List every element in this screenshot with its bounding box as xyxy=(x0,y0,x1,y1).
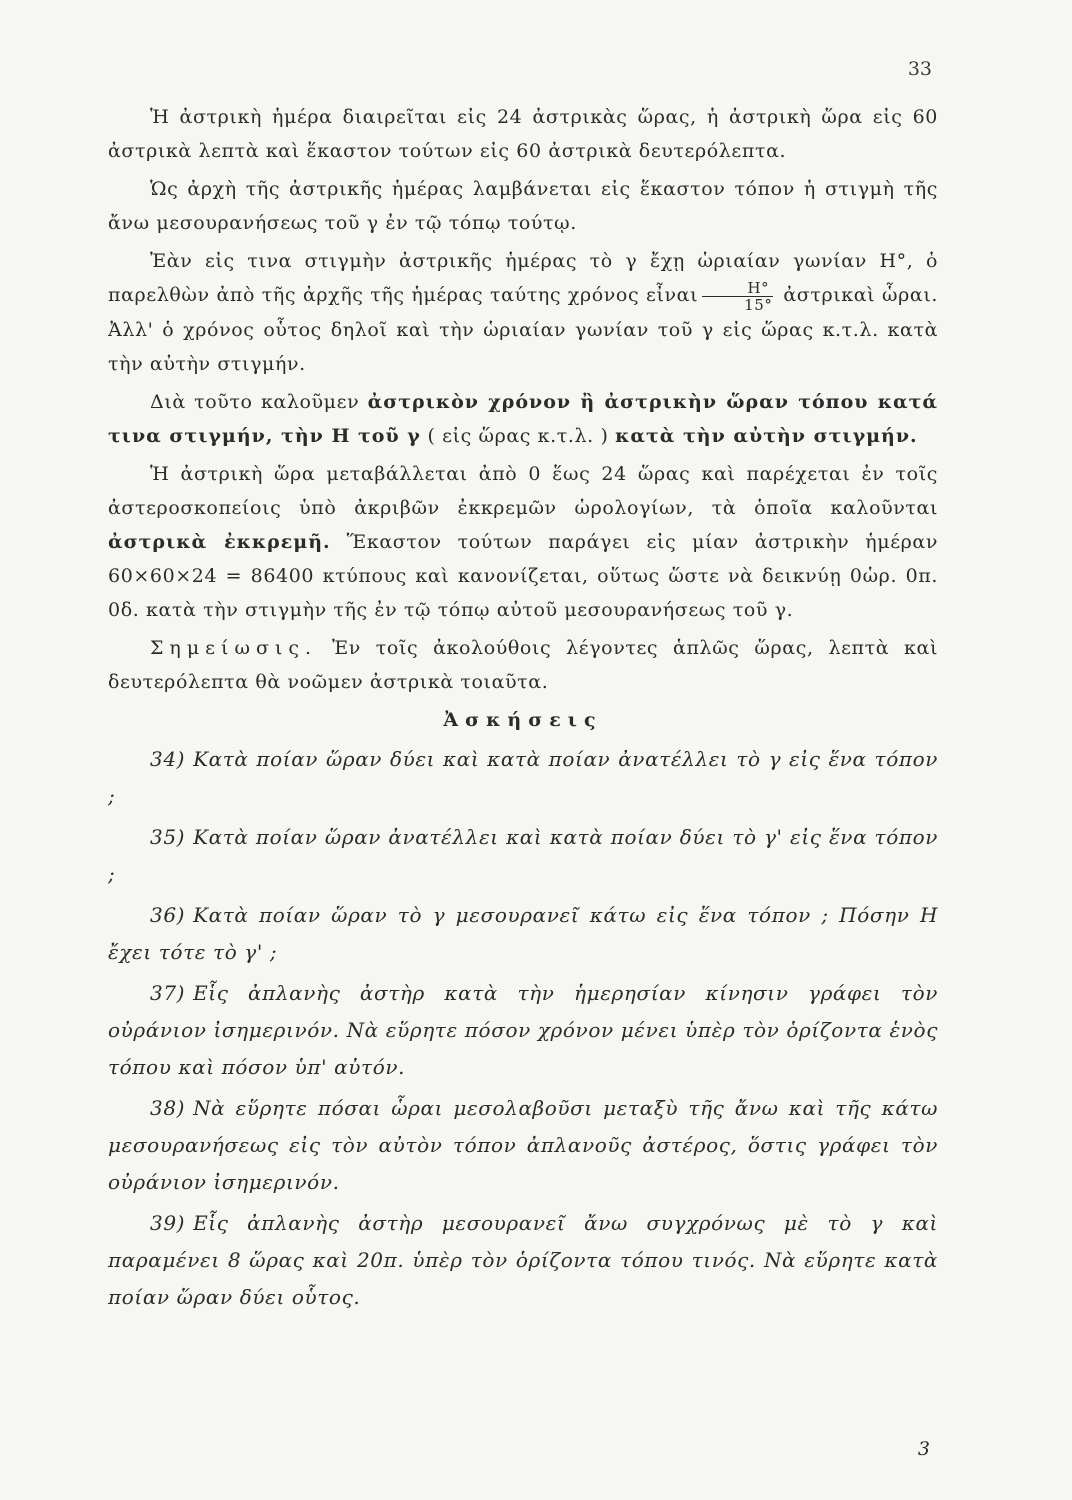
exercise-text: Κατὰ ποίαν ὥραν δύει καὶ κατὰ ποίαν ἀνατέλλει τὸ γ εἰς ἕνα τόπον ; xyxy=(108,746,938,808)
exercise-number: 36) xyxy=(150,902,186,927)
exercise-text: Εἷς ἀπλανὴς ἀστὴρ κατὰ τὴν ἡμερησίαν κίνησιν γράφει τὸν οὐράνιον ἰσημερινόν. Νὰ εὕρητε πόσον χρόνον μένει ὑπὲρ τὸν ὁρίζοντα ἑνὸς τόπου καὶ πόσον ὑπ' αὐτόν. xyxy=(108,980,938,1079)
exercise-number: 38) xyxy=(150,1095,186,1120)
exercise-item xyxy=(108,1090,938,1201)
paragraph-5 xyxy=(108,457,938,627)
exercise-number: 35) xyxy=(150,824,186,849)
paragraph-1: Ἡ ἀστρικὴ ἡμέρα διαιρεῖται εἰς 24 ἀστρικὰς ὥρας, ἡ ἀστρικὴ ὥρα εἰς 60 ἀστρικὰ λεπτὰ καὶ ἕκαστον τούτων εἰς 60 ἀστρικὰ δευτερόλεπτα. xyxy=(108,106,938,162)
note-paragraph xyxy=(108,631,938,699)
definition-bold-2: κατὰ τὴν αὐτὴν στιγμήν. xyxy=(615,424,918,447)
paragraph-5-text-b: Ἕκαστον τούτων παράγει εἰς μίαν ἀστρικὴν ἡμέραν 60×60×24 = 86400 κτύπους καὶ κανονίζεται, οὕτως ὥστε νὰ δεικνύῃ 0ὡρ. 0π. 0δ. κατὰ τὴν στιγμὴν τῆς ἐν τῷ τόπῳ αὐτοῦ μεσουρανήσεως τοῦ γ. xyxy=(108,530,938,621)
exercise-item xyxy=(108,975,938,1086)
paragraph-5-bold: ἀστρικὰ ἐκκρεμῆ. xyxy=(108,530,331,553)
exercise-number: 37) xyxy=(150,980,186,1005)
fraction-numerator: Η° xyxy=(702,280,772,297)
paragraph-2: Ὡς ἀρχὴ τῆς ἀστρικῆς ἡμέρας λαμβάνεται εἰς ἕκαστον τόπον ἡ στιγμὴ τῆς ἄνω μεσουρανήσεως τοῦ γ ἐν τῷ τόπῳ τούτῳ. xyxy=(108,178,938,234)
exercise-text: Κατὰ ποίαν ὥραν τὸ γ μεσουρανεῖ κάτω εἰς ἕνα τόπον ; Πόσην Η ἔχει τότε τὸ γ' ; xyxy=(108,902,938,964)
exercise-text: Νὰ εὕρητε πόσαι ὧραι μεσολαβοῦσι μεταξὺ τῆς ἄνω καὶ τῆς κάτω μεσουρανήσεως εἰς τὸν αὐτὸν τόπον ἀπλανοῦς ἀστέρος, ὅστις γράφει τὸν οὐράνιον ἰσημερινόν. xyxy=(108,1095,938,1194)
fraction-h-over-15 xyxy=(702,280,772,313)
exercise-item xyxy=(108,819,938,893)
signature-mark: 3 xyxy=(917,1438,930,1460)
paragraph-3-text-a: Ἐὰν εἰς τινα στιγμὴν ἀστρικῆς ἡμέρας τὸ γ ἔχῃ ὡριαίαν γωνίαν Η°, ὁ παρελθὼν ἀπὸ τῆς ἀρχῆς τῆς ἡμέρας ταύτης χρόνος εἶναι xyxy=(108,250,938,306)
fraction-denominator: 15° xyxy=(744,295,773,314)
paragraph-4-text-b: ( εἰς ὥρας κ.τ.λ. ) xyxy=(427,424,609,447)
definition-bold-1: ἀστρικὸν χρόνον ἢ ἀστρικὴν ὥραν τόπου κατά τινα στιγμήν, τὴν Η τοῦ γ xyxy=(108,390,939,447)
exercise-number: 34) xyxy=(150,746,186,771)
exercise-item xyxy=(108,1205,938,1316)
paragraph-3-text-b: ἀστρικαὶ ὧραι. Ἀλλ' ὁ χρόνος οὗτος δηλοῖ καὶ τὴν ὡριαίαν γωνίαν τοῦ γ εἰς ὥρας κ.τ.λ. κατὰ τὴν αὐτὴν στιγμήν. xyxy=(108,284,939,375)
page-number: 33 xyxy=(907,58,932,80)
paragraph-4-text-a: Διὰ τοῦτο καλοῦμεν xyxy=(150,390,360,413)
exercise-number: 39) xyxy=(150,1210,186,1235)
body-text xyxy=(108,100,938,1320)
paragraph-5-text-a: Ἡ ἀστρικὴ ὥρα μεταβάλλεται ἀπὸ 0 ἕως 24 ὥρας καὶ παρέχεται ἐν τοῖς ἀστεροσκοπείοις ὑπὸ ἀκριβῶν ἐκκρεμῶν ὡρολογίων, τὰ ὁποῖα καλοῦνται xyxy=(108,462,938,519)
note-text: Ἐν τοῖς ἀκολούθοις λέγοντες ἁπλῶς ὥρας, λεπτὰ καὶ δευτερόλεπτα θὰ νοῶμεν ἀστρικὰ τοιαῦτα. xyxy=(108,636,939,693)
exercise-text: Εἷς ἀπλανὴς ἀστὴρ μεσουρανεῖ ἄνω συγχρόνως μὲ τὸ γ καὶ παραμένει 8 ὥρας καὶ 20π. ὑπὲρ τὸν ὁρίζοντα τόπου τινός. Νὰ εὕρητε κατὰ ποίαν ὥραν δύει οὗτος. xyxy=(108,1210,938,1309)
exercises-heading: Ἀσκήσεις xyxy=(443,708,603,731)
exercise-list xyxy=(108,741,938,1316)
exercise-item xyxy=(108,897,938,971)
note-label: Σημείωσις. xyxy=(150,636,318,659)
paragraph-4 xyxy=(108,385,938,453)
exercise-item xyxy=(108,741,938,815)
paragraph-3 xyxy=(108,244,938,381)
exercise-text: Κατὰ ποίαν ὥραν ἀνατέλλει καὶ κατὰ ποίαν δύει τὸ γ' εἰς ἕνα τόπον ; xyxy=(108,824,938,886)
